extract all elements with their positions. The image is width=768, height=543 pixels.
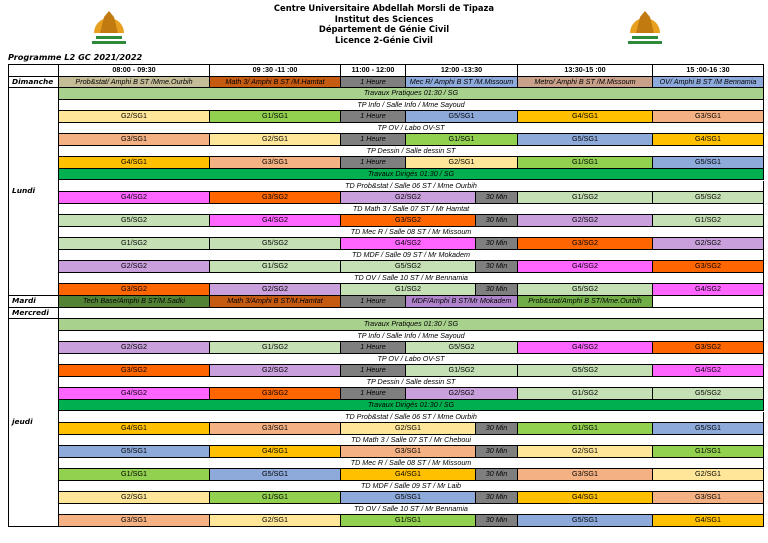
break-cell: 30 Min bbox=[476, 492, 518, 504]
group-cell: G1/SG2 bbox=[341, 284, 476, 296]
group-cell: G4/SG1 bbox=[341, 469, 476, 481]
td-band-jeudi: Travaux Dirigés 01:30 / SG bbox=[59, 400, 764, 412]
group-cell: G2/SG2 bbox=[653, 238, 764, 250]
group-cell: G1/SG1 bbox=[653, 446, 764, 458]
group-cell: G2/SG1 bbox=[59, 492, 210, 504]
group-cell: G4/SG2 bbox=[59, 388, 210, 400]
day-mardi: Mardi bbox=[9, 296, 59, 308]
header-line-3: Département de Génie Civil bbox=[318, 24, 450, 35]
corner-cell bbox=[9, 65, 59, 77]
tp-title-jeudi-1: TP OV / Labo OV-ST bbox=[59, 354, 764, 366]
break-cell: 30 Min bbox=[476, 238, 518, 250]
slot-header-1: 08:00 - 09:30 bbox=[59, 65, 210, 77]
group-cell: G3/SG1 bbox=[59, 515, 210, 527]
group-cell: G1/SG1 bbox=[210, 492, 341, 504]
break-cell: 1 Heure bbox=[341, 365, 406, 377]
group-cell: G5/SG1 bbox=[653, 423, 764, 435]
break-cell: 30 Min bbox=[476, 284, 518, 296]
td-title-jeudi-2: TD Mec R / Salle 08 ST / Mr Missoum bbox=[59, 458, 764, 470]
group-cell: G2/SG1 bbox=[210, 134, 341, 146]
td-title-lundi-1: TD Math 3 / Salle 07 ST / Mr Hamtat bbox=[59, 204, 764, 216]
course-dim-6: OV/ Amphi B ST /M Bennamia bbox=[653, 77, 764, 89]
group-cell: G4/SG2 bbox=[518, 342, 653, 354]
tp-band-lundi: Travaux Pratiques 01:30 / SG bbox=[59, 88, 764, 100]
break-cell: 1 Heure bbox=[341, 157, 406, 169]
day-dimanche: Dimanche bbox=[9, 77, 59, 89]
group-cell: G2/SG2 bbox=[406, 388, 518, 400]
timetable bbox=[8, 64, 764, 527]
tp-title-lundi-0: TP Info / Salle Info / Mme Sayoud bbox=[59, 100, 764, 112]
logo-left bbox=[82, 3, 136, 49]
group-cell: G1/SG2 bbox=[406, 365, 518, 377]
group-cell: G1/SG1 bbox=[518, 157, 653, 169]
slot-header-6: 15 :00-16 :30 bbox=[653, 65, 764, 77]
group-cell: G5/SG2 bbox=[653, 192, 764, 204]
break-cell: 1 Heure bbox=[341, 111, 406, 123]
group-cell: G3/SG2 bbox=[210, 192, 341, 204]
group-cell: G5/SG1 bbox=[518, 515, 653, 527]
group-cell: G3/SG1 bbox=[210, 157, 341, 169]
group-cell: G4/SG2 bbox=[341, 238, 476, 250]
group-cell: G3/SG1 bbox=[210, 423, 341, 435]
institution-header bbox=[150, 3, 618, 45]
group-cell: G1/SG1 bbox=[406, 134, 518, 146]
course-mar-5: Prob&stat/Amphi B ST/Mme.Ourbih bbox=[518, 296, 653, 308]
programme-title: Programme L2 GC 2021/2022 bbox=[8, 52, 143, 62]
td-title-jeudi-1: TD Math 3 / Salle 07 ST / Mr Cheboui bbox=[59, 435, 764, 447]
group-cell: G1/SG2 bbox=[210, 261, 341, 273]
course-dim-4: Mec R/ Amphi B ST /M.Missoum bbox=[406, 77, 518, 89]
course-dim-3: 1 Heure bbox=[341, 77, 406, 89]
group-cell: G5/SG1 bbox=[653, 157, 764, 169]
course-mar-4: MDF/Amphi B ST/Mr Mokadem bbox=[406, 296, 518, 308]
logo-right bbox=[618, 3, 672, 49]
break-cell: 30 Min bbox=[476, 192, 518, 204]
course-mar-1: Tech Base/Amphi B ST/M.Sadki bbox=[59, 296, 210, 308]
group-cell: G5/SG2 bbox=[518, 284, 653, 296]
group-cell: G4/SG1 bbox=[210, 446, 341, 458]
group-cell: G5/SG1 bbox=[518, 134, 653, 146]
course-dim-2: Math 3/ Amphi B ST /M.Hamtat bbox=[210, 77, 341, 89]
group-cell: G3/SG2 bbox=[59, 365, 210, 377]
group-cell: G4/SG1 bbox=[653, 134, 764, 146]
td-title-jeudi-0: TD Prob&stat / Salle 06 ST / Mme Ourbih bbox=[59, 412, 764, 424]
td-title-jeudi-4: TD OV / Salle 10 ST / Mr Bennamia bbox=[59, 504, 764, 516]
group-cell: G1/SG2 bbox=[59, 238, 210, 250]
group-cell: G2/SG1 bbox=[341, 423, 476, 435]
group-cell: G3/SG1 bbox=[653, 492, 764, 504]
group-cell: G3/SG1 bbox=[341, 446, 476, 458]
break-cell: 30 Min bbox=[476, 215, 518, 227]
day-jeudi: jeudi bbox=[9, 319, 59, 527]
group-cell: G1/SG2 bbox=[653, 215, 764, 227]
group-cell: G5/SG2 bbox=[210, 238, 341, 250]
group-cell: G3/SG2 bbox=[653, 261, 764, 273]
group-cell: G3/SG2 bbox=[653, 342, 764, 354]
break-cell: 1 Heure bbox=[341, 342, 406, 354]
group-cell: G1/SG1 bbox=[518, 423, 653, 435]
group-cell: G1/SG2 bbox=[210, 342, 341, 354]
group-cell: G3/SG2 bbox=[210, 388, 341, 400]
slot-header-2: 09 :30 -11 :00 bbox=[210, 65, 341, 77]
group-cell: G1/SG2 bbox=[518, 388, 653, 400]
group-cell: G1/SG1 bbox=[341, 515, 476, 527]
slot-header-4: 12:00 -13:30 bbox=[406, 65, 518, 77]
group-cell: G3/SG1 bbox=[653, 111, 764, 123]
group-cell: G4/SG2 bbox=[653, 365, 764, 377]
td-band-lundi: Travaux Dirigés 01:30 / SG bbox=[59, 169, 764, 181]
group-cell: G3/SG2 bbox=[59, 284, 210, 296]
group-cell: G2/SG1 bbox=[653, 469, 764, 481]
mercredi-empty bbox=[59, 308, 764, 320]
tp-title-lundi-1: TP OV / Labo OV-ST bbox=[59, 123, 764, 135]
group-cell: G5/SG2 bbox=[406, 342, 518, 354]
td-title-lundi-3: TD MDF / Salle 09 ST / Mr Mokadem bbox=[59, 250, 764, 262]
course-mar-6 bbox=[653, 296, 764, 308]
break-cell: 30 Min bbox=[476, 446, 518, 458]
header-line-1: Centre Universitaire Abdellah Morsli de Tipaza bbox=[273, 3, 495, 13]
group-cell: G4/SG1 bbox=[59, 157, 210, 169]
group-cell: G2/SG1 bbox=[518, 446, 653, 458]
group-cell: G5/SG1 bbox=[210, 469, 341, 481]
day-mercredi: Mercredi bbox=[9, 308, 59, 320]
course-dim-5: Metro/ Amphi B ST /M.Missoum bbox=[518, 77, 653, 89]
td-title-lundi-4: TD OV / Salle 10 ST / Mr Bennamia bbox=[59, 273, 764, 285]
course-mar-3: 1 Heure bbox=[341, 296, 406, 308]
group-cell: G5/SG2 bbox=[518, 365, 653, 377]
group-cell: G4/SG1 bbox=[518, 492, 653, 504]
break-cell: 1 Heure bbox=[341, 388, 406, 400]
group-cell: G4/SG2 bbox=[518, 261, 653, 273]
break-cell: 30 Min bbox=[476, 469, 518, 481]
tp-title-lundi-2: TP Dessin / Salle dessin ST bbox=[59, 146, 764, 158]
group-cell: G1/SG1 bbox=[59, 469, 210, 481]
td-title-lundi-2: TD Mec R / Salle 08 ST / Mr Missoum bbox=[59, 227, 764, 239]
group-cell: G3/SG2 bbox=[341, 215, 476, 227]
group-cell: G5/SG2 bbox=[341, 261, 476, 273]
group-cell: G4/SG2 bbox=[210, 215, 341, 227]
group-cell: G2/SG1 bbox=[210, 515, 341, 527]
group-cell: G1/SG1 bbox=[210, 111, 341, 123]
day-lundi: Lundi bbox=[9, 88, 59, 296]
header-line-4: Licence 2-Génie Civil bbox=[335, 34, 433, 45]
group-cell: G5/SG1 bbox=[341, 492, 476, 504]
group-cell: G4/SG1 bbox=[518, 111, 653, 123]
group-cell: G2/SG1 bbox=[406, 157, 518, 169]
break-cell: 30 Min bbox=[476, 515, 518, 527]
break-cell: 30 Min bbox=[476, 261, 518, 273]
group-cell: G2/SG2 bbox=[341, 192, 476, 204]
group-cell: G3/SG1 bbox=[518, 469, 653, 481]
tp-band-jeudi: Travaux Pratiques 01:30 / SG bbox=[59, 319, 764, 331]
group-cell: G2/SG2 bbox=[59, 342, 210, 354]
course-dim-1: Prob&stat/ Amphi B ST /Mme.Ourbih bbox=[59, 77, 210, 89]
group-cell: G2/SG2 bbox=[210, 365, 341, 377]
group-cell: G3/SG2 bbox=[518, 238, 653, 250]
break-cell: 1 Heure bbox=[341, 134, 406, 146]
group-cell: G4/SG1 bbox=[59, 423, 210, 435]
td-title-jeudi-3: TD MDF / Salle 09 ST / Mr Laib bbox=[59, 481, 764, 493]
group-cell: G4/SG2 bbox=[653, 284, 764, 296]
slot-header-3: 11:00 - 12:00 bbox=[341, 65, 406, 77]
group-cell: G4/SG1 bbox=[653, 515, 764, 527]
group-cell: G2/SG2 bbox=[210, 284, 341, 296]
tp-title-jeudi-0: TP Info / Salle Info / Mme Sayoud bbox=[59, 331, 764, 343]
tp-title-jeudi-2: TP Dessin / Salle dessin ST bbox=[59, 377, 764, 389]
break-cell: 30 Min bbox=[476, 423, 518, 435]
group-cell: G5/SG2 bbox=[59, 215, 210, 227]
group-cell: G5/SG2 bbox=[653, 388, 764, 400]
header-line-2: Institut des Sciences bbox=[334, 13, 434, 24]
group-cell: G1/SG2 bbox=[518, 192, 653, 204]
slot-header-5: 13:30-15 :00 bbox=[518, 65, 653, 77]
group-cell: G3/SG1 bbox=[59, 134, 210, 146]
group-cell: G5/SG1 bbox=[406, 111, 518, 123]
group-cell: G2/SG1 bbox=[59, 111, 210, 123]
group-cell: G4/SG2 bbox=[59, 192, 210, 204]
group-cell: G5/SG1 bbox=[59, 446, 210, 458]
td-title-lundi-0: TD Prob&stat / Salle 06 ST / Mme Ourbih bbox=[59, 181, 764, 193]
course-mar-2: Math 3/Amphi B ST/M.Hamtat bbox=[210, 296, 341, 308]
group-cell: G2/SG2 bbox=[59, 261, 210, 273]
group-cell: G2/SG2 bbox=[518, 215, 653, 227]
